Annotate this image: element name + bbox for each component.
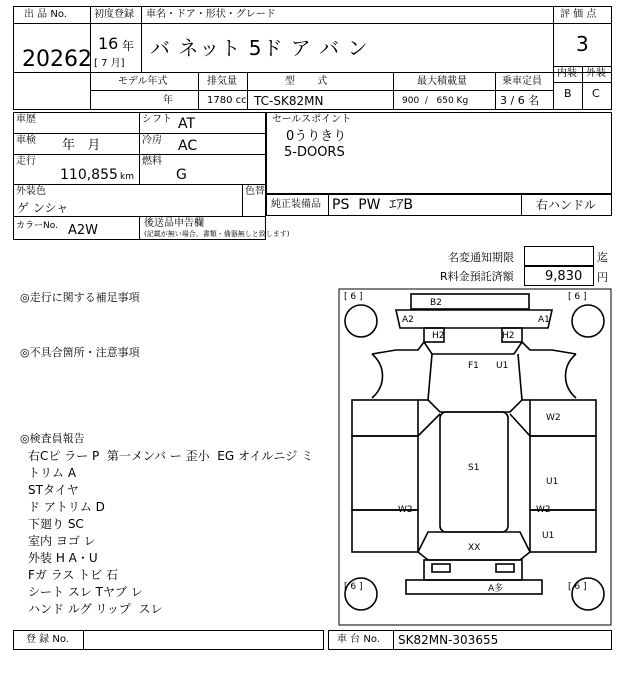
tire-fr-label: [ 6 ]: [568, 292, 587, 302]
color-no-label: カラーNo.: [16, 221, 58, 231]
damage-mark: A2: [402, 315, 414, 325]
damage-mark: W2: [398, 505, 413, 515]
shift-value: AT: [178, 116, 196, 132]
inspection-value: 年 月: [62, 138, 101, 153]
inspector-line: Fガ ラス トビ 石: [28, 568, 118, 582]
interior-label: 内装: [557, 68, 577, 79]
inspector-line: ハンド ルグ リップ スレ: [28, 602, 163, 616]
sales-point-2: 5-DOORS: [284, 145, 345, 160]
capacity-label: 乗車定員: [502, 76, 542, 87]
capacity-value: 3 / 6 名: [500, 94, 540, 107]
grade-label: 評 価 点: [560, 9, 597, 20]
interior-grade: B: [564, 87, 572, 100]
inspector-line: トリム A: [28, 466, 77, 480]
transfer-deadline-label: 名変通知期限: [448, 251, 514, 264]
transfer-deadline-box: [524, 246, 594, 266]
inspector-line: ド アトリム D: [28, 500, 105, 514]
overall-grade: 3: [576, 32, 589, 56]
damage-mark: B2: [430, 298, 442, 308]
registration-year: 16: [98, 34, 119, 53]
shift-label: シフト: [142, 114, 172, 125]
tire-rr-label: [ 6 ]: [568, 582, 587, 592]
steering-side: 右ハンドル: [536, 198, 597, 212]
equipment-value: PS PW ｴｱB: [332, 197, 414, 213]
mileage-value: 110,855: [60, 167, 118, 183]
defects-label: ◎不具合箇所・注意事項: [20, 346, 140, 359]
inspection-label: 車検: [16, 135, 36, 146]
max-load-label: 最大積載量: [417, 76, 467, 87]
inspector-line: シート スレ Tヤブ レ: [28, 585, 143, 599]
recycle-fee-label: R料金預託済額: [440, 270, 514, 283]
fuel-value: G: [176, 167, 187, 183]
inspector-line: 室内 ヨゴ レ: [28, 534, 96, 548]
damage-mark: H2: [502, 331, 515, 341]
transfer-deadline-unit: 迄: [597, 251, 608, 264]
damage-mark: F1: [468, 361, 479, 371]
chassis-no-label: 車 台 No.: [337, 634, 380, 645]
damage-mark: U1: [542, 531, 555, 541]
displacement-label: 排気量: [207, 76, 237, 87]
lot-number: 20262: [22, 47, 92, 72]
fuel-label: 燃料: [142, 156, 162, 167]
car-name-label: 車名・ドア・形状・グレード: [146, 9, 276, 20]
tire-rl-label: [ 6 ]: [344, 582, 363, 592]
sales-point-label: セールスポイント: [272, 114, 352, 125]
inspector-line: 右Cピ ラー P 第一メンバ ー 歪小 EG オイルニジ ミ: [28, 449, 314, 463]
damage-mark: W2: [546, 413, 561, 423]
driving-notes-label: ◎走行に関する補足事項: [20, 291, 140, 304]
exterior-label: 外装: [586, 68, 606, 79]
model-code-label: 型 式: [285, 76, 328, 87]
tire-fl-label: [ 6 ]: [344, 292, 363, 302]
history-label: 車歴: [16, 114, 36, 125]
damage-mark: XX: [468, 543, 481, 553]
model-year-label: モデル年式: [118, 76, 168, 87]
sales-point-1: 0うりきり: [286, 129, 347, 144]
color-change-label: 色替: [245, 186, 265, 197]
first-registration-label: 初度登録: [94, 9, 134, 20]
registration-no-label: 登 録 No.: [26, 634, 69, 645]
lot-label: 出 品 No.: [24, 9, 67, 20]
model-code-value: TC-SK82MN: [254, 94, 324, 108]
exterior-grade: C: [592, 87, 600, 100]
inspector-report-list: [28, 447, 328, 617]
damage-mark: A多: [488, 584, 504, 594]
ac-label: 冷房: [142, 135, 162, 146]
mileage-label: 走行: [16, 156, 36, 167]
damage-mark: A1: [538, 315, 550, 325]
inspector-report-label: ◎検査員報告: [20, 432, 85, 445]
inspector-line: STタイヤ: [28, 483, 79, 497]
equipment-label: 純正装備品: [271, 199, 321, 210]
mileage-unit: km: [120, 172, 134, 182]
ac-value: AC: [178, 138, 198, 154]
displacement-value: 1780 cc: [207, 95, 247, 106]
color-value: ゲ ンシャ: [17, 201, 69, 215]
damage-mark: W2: [536, 505, 551, 515]
aftermarket-note: (記載が無い場合、書類・備器無しと致します): [144, 230, 290, 238]
inspector-line: 下廻り SC: [28, 517, 84, 531]
car-name: バ ネット 5ド ア バ ン: [150, 36, 369, 60]
registration-month: [ 7 月]: [94, 58, 125, 69]
car-damage-diagram: [338, 288, 612, 626]
damage-mark: H2: [432, 331, 445, 341]
recycle-fee-unit: 円: [597, 271, 608, 284]
damage-mark: U1: [546, 477, 559, 487]
damage-mark: S1: [468, 463, 480, 473]
color-label: 外装色: [16, 186, 46, 197]
registration-year-unit: 年: [122, 39, 135, 53]
inspector-line: 外装 H A・U: [28, 551, 98, 565]
recycle-fee-value: 9,830: [545, 269, 583, 284]
chassis-no-value: SK82MN-303655: [398, 633, 499, 647]
damage-mark: U1: [496, 361, 509, 371]
color-no-value: A2W: [68, 223, 99, 238]
model-year-value: 年: [163, 95, 173, 106]
max-load-value: 900 / 650 Kg: [402, 96, 469, 106]
aftermarket-label: 後送品申告欄: [144, 218, 204, 229]
